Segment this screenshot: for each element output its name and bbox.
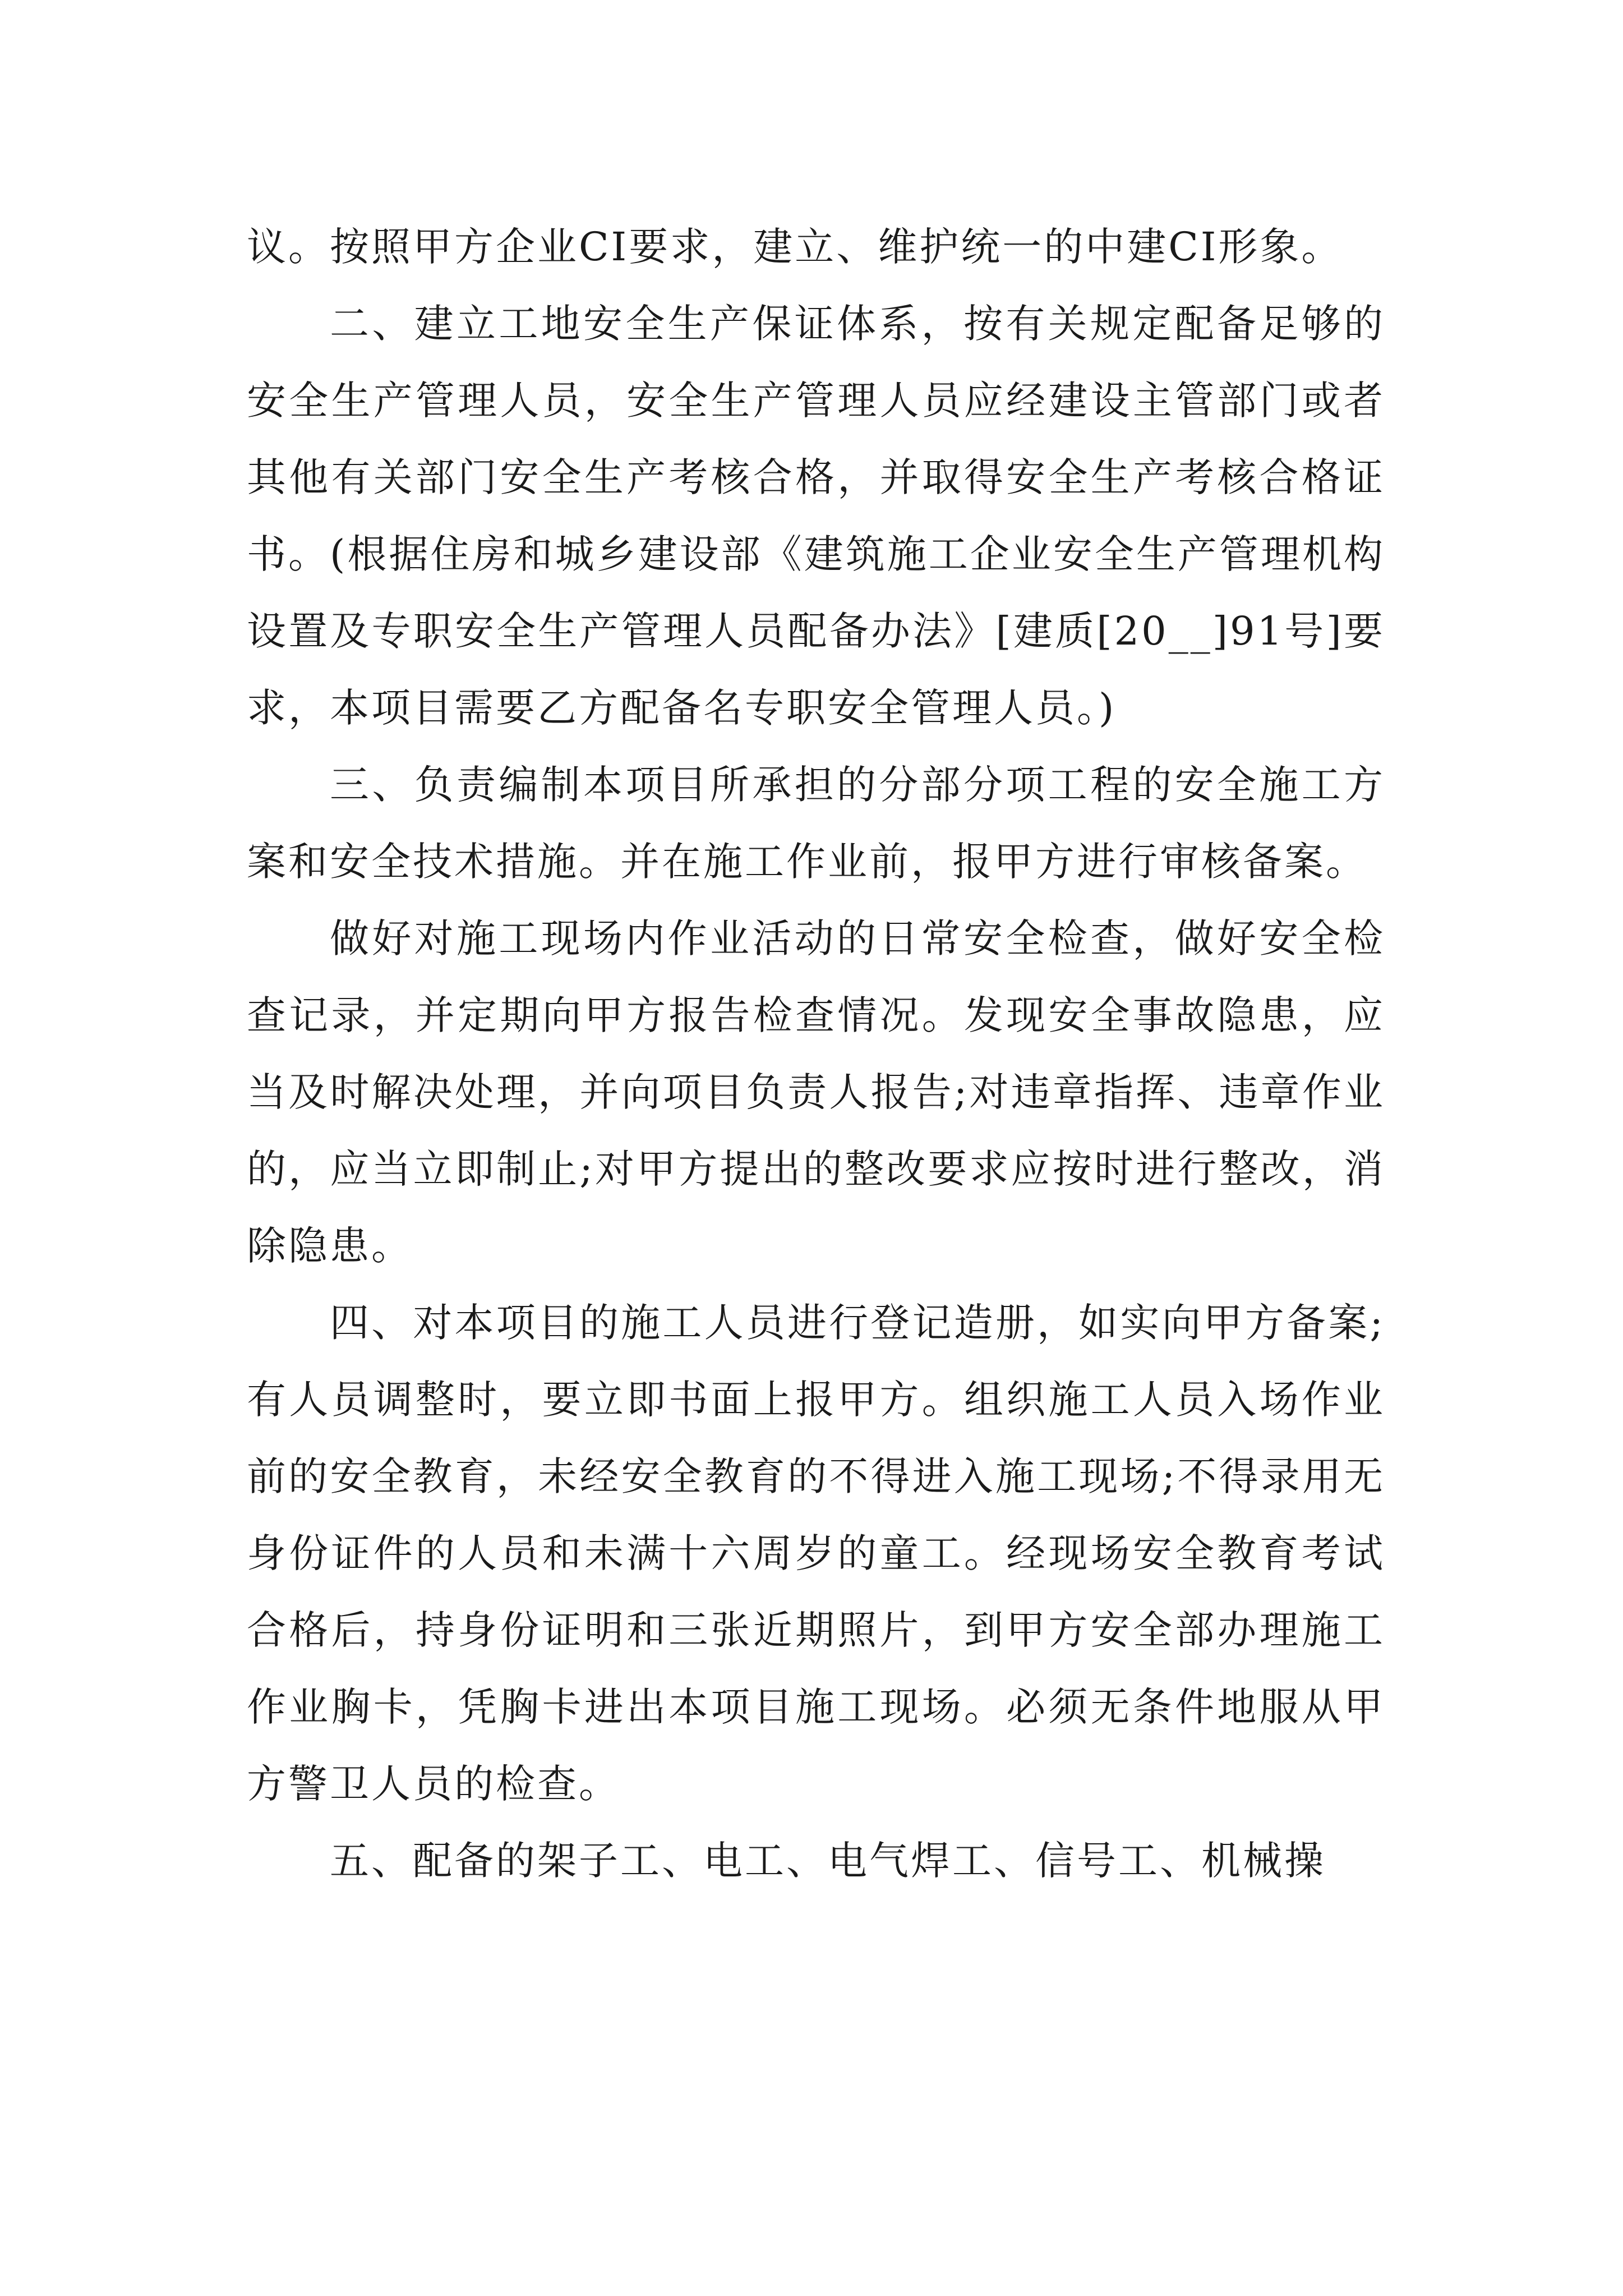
paragraph-3: 三、负责编制本项目所承担的分部分项工程的安全施工方案和安全技术措施。并在施工作业前，报甲方进行审核备案。 [247,762,1385,885]
paragraph-5: 四、对本项目的施工人员进行登记造册，如实向甲方备案;有人员调整时，要立即书面上报甲方。组织施工人员入场作业前的安全教育，未经安全教育的不得进入施工现场;不得录用无身份证件的人员和未满十六周岁的童工。经现场安全教育考试合格后，持身份证明和三张近期照片，到甲方安全部办理施工作业胸卡，凭胸卡进出本项目施工现场。必须无条件地服从甲方警卫人员的检查。 [247,1300,1385,1807]
paragraph-2: 二、建立工地安全生产保证体系，按有关规定配备足够的安全生产管理人员，安全生产管理人员应经建设主管部门或者其他有关部门安全生产考核合格，并取得安全生产考核合格证书。(根据住房和城乡建设部《建筑施工企业安全生产管理机构设置及专职安全生产管理人员配备办法》[建质[20__]91号]要求，本项目需要乙方配备名专职安全管理人员。) [247,301,1385,731]
paragraph-6: 五、配备的架子工、电工、电气焊工、信号工、机械操 [330,1838,1326,1884]
paragraph-1: 议。按照甲方企业CI要求，建立、维护统一的中建CI形象。 [247,224,1343,270]
document-body [247,209,1385,1899]
paragraph-4: 做好对施工现场内作业活动的日常安全检查，做好安全检查记录，并定期向甲方报告检查情况。发现安全事故隐患，应当及时解决处理，并向项目负责人报告;对违章指挥、违章作业的，应当立即制止;对甲方提出的整改要求应按时进行整改，消除隐患。 [247,915,1385,1269]
